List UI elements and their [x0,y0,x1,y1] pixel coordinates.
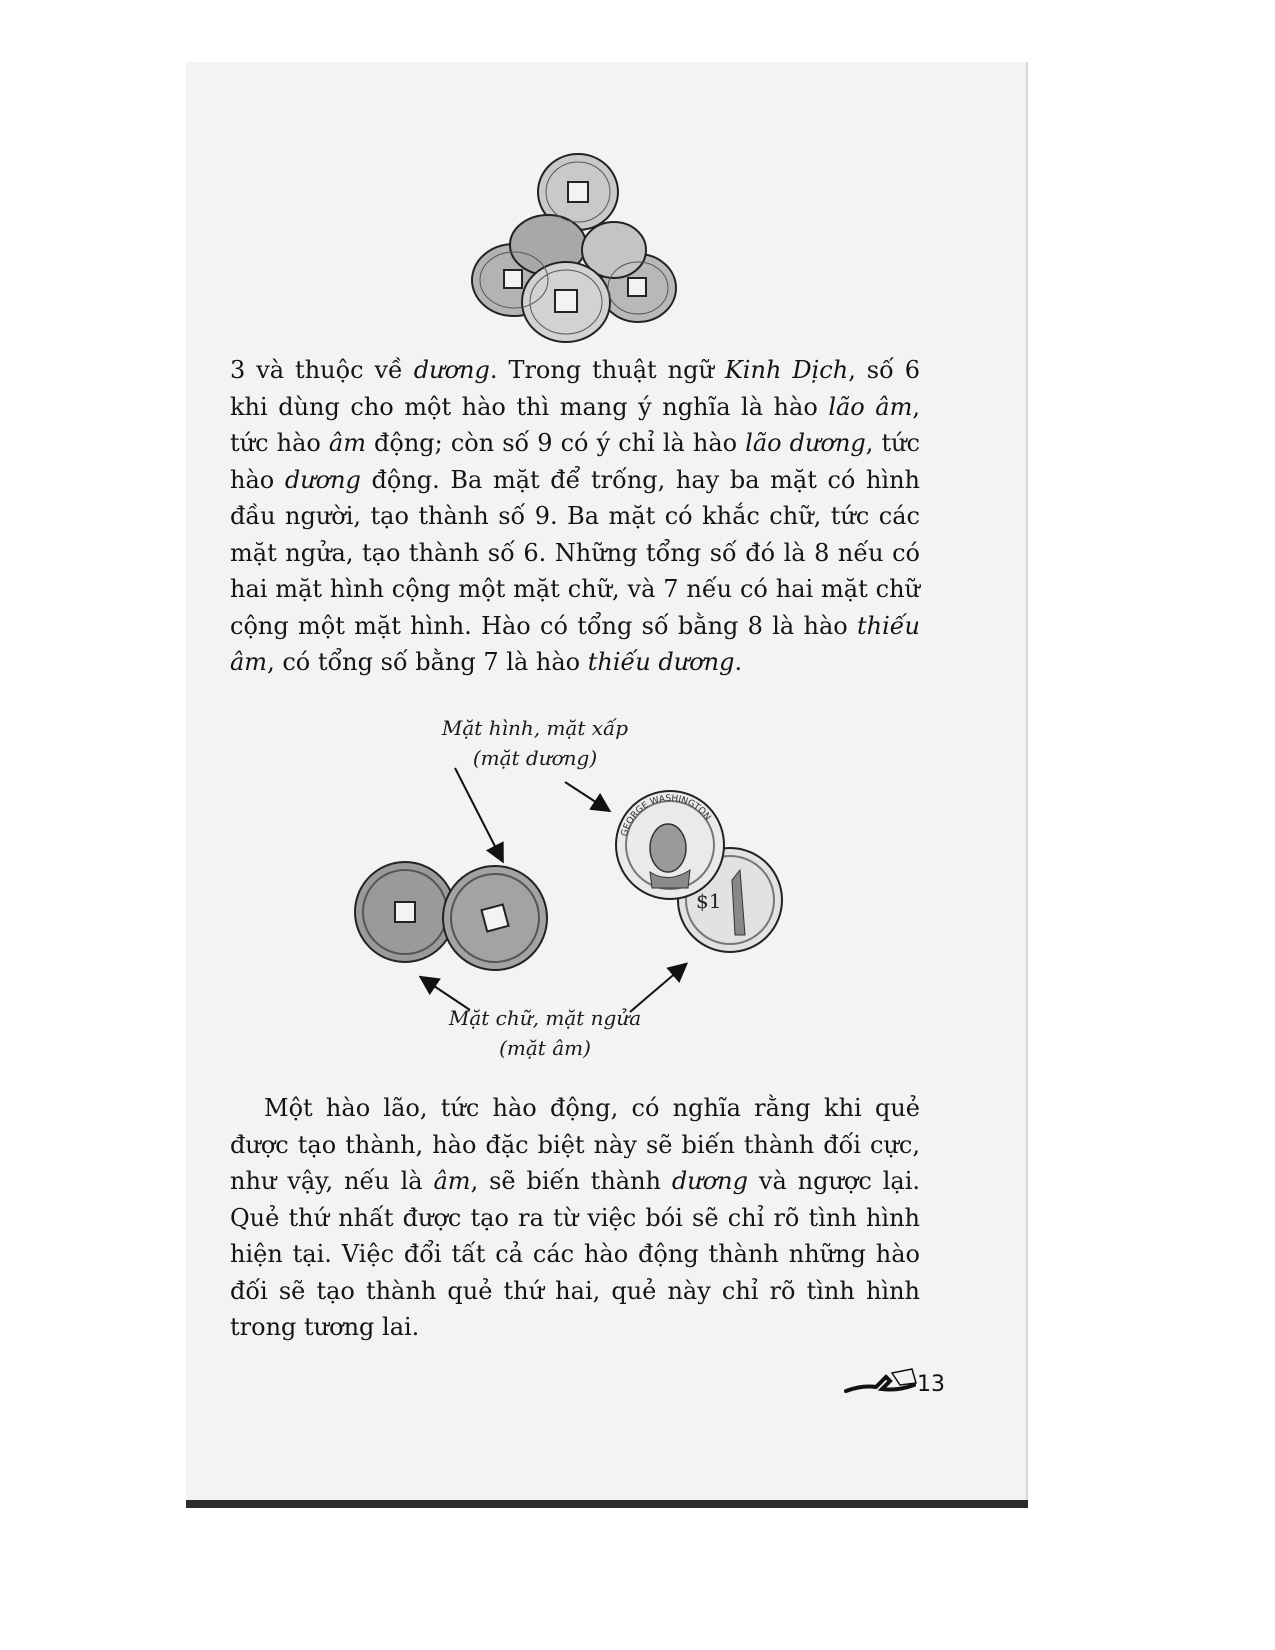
coin-rim-inscription: GEORGE WASHINGTON [619,793,713,838]
scan-edge-rule [186,1500,1028,1508]
caption-heads-side: Mặt hình, mặt xấp (mặt dương) [441,716,629,770]
dollar-value-label: $1 [696,889,722,913]
caption-tails-side: Mặt chữ, mặt ngửa (mặt âm) [448,1006,642,1060]
footer-ornament-icon [842,1363,922,1403]
arrow-to-dollar-portrait [565,782,608,810]
chinese-coin-character-side-2 [443,866,547,970]
body-paragraph-2: Một hào lão, tức hào động, có nghĩa rằng khi quẻ được tạo thành, hào đặc biệt này sẽ biến thành đối cực, như vậy, nếu là âm, sẽ biến thành dương và ngược lại. Quẻ thứ nhất được tạo ra từ việc bói sẽ chỉ rõ tình hình hiện tại. Việc đổi tất cả các hào động thành những hào đối sẽ tạo thành quẻ thứ hai, quẻ này chỉ rõ tình hình trong tương lai. [230,1094,921,1341]
coin-faces-figure [340,760,810,1020]
page-number: 13 [917,1372,945,1397]
arrow-to-coin-2 [455,768,502,860]
chinese-coins-pile-illustration [466,150,681,345]
dollar-coin-portrait [616,791,724,899]
body-paragraph-1: 3 và thuộc về dương. Trong thuật ngữ Kinh Dịch, số 6 khi dùng cho một hào thì mang ý nghĩa là hào lão âm, tức hào âm động; còn số 9 có ý chỉ là hào lão dương, tức hào dương động. Ba mặt để trống, hay ba mặt có hình đầu người, tạo thành số 9. Ba mặt có khắc chữ, tức các mặt ngửa, tạo thành số 6. Những tổng số đó là 8 nếu có hai mặt hình cộng một mặt chữ, và 7 nếu có hai mặt chữ cộng một mặt hình. Hào có tổng số bằng 8 là hào thiếu âm, có tổng số bằng 7 là hào thiếu dương. [230,356,921,676]
chinese-coin-character-side [355,862,455,962]
